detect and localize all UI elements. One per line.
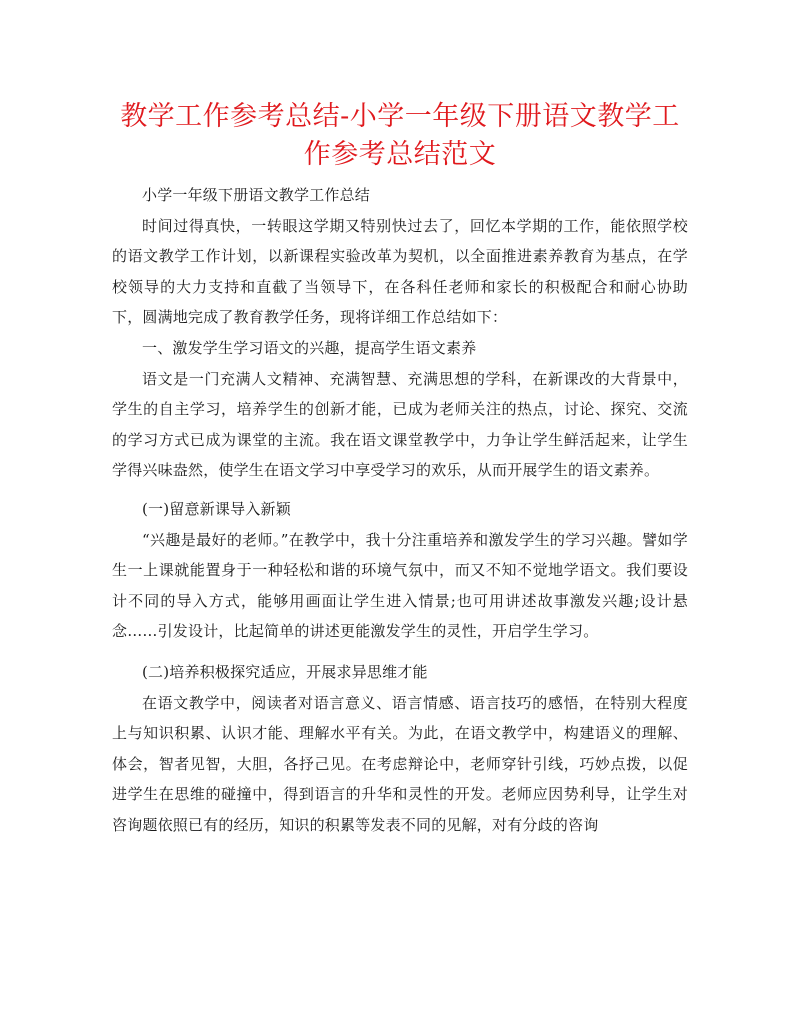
document-subtitle: 小学一年级下册语文教学工作总结: [142, 186, 371, 204]
subsection2-heading: (二)培养积极探究适应，开展求异思维才能: [142, 662, 428, 681]
section1-heading: 一、激发学生学习语文的兴趣，提高学生语文素养: [142, 338, 477, 357]
document-body: [112, 180, 688, 840]
subsection1-paragraph: “兴趣是最好的老师。”在教学中，我十分注重培养和激发学生的学习兴趣。譬如学生一上课就能置身于一种轻松和谐的环境气氛中，而又不知不觉地学语文。我们要设计不同的导入方式，能够用画面让学生进入情景;也可用讲述故事激发兴趣;设计悬念……引发设计，比起简单的讲述更能激发学生的灵性，开启学生学习。: [112, 530, 688, 641]
document-title: 教学工作参考总结-小学一年级下册语文教学工作参考总结范文: [120, 101, 680, 170]
subsection1-heading: (一)留意新课导入新颖: [142, 499, 291, 518]
intro-paragraph: 时间过得真快，一转眼这学期又特别快过去了，回忆本学期的工作，能依照学校的语文教学工作计划，以新课程实验改革为契机，以全面推进素养教育为基点，在学校领导的大力支持和直截了当领导下，在各科任老师和家长的积极配合和耐心协助下，圆满地完成了教育教学任务，现将详细工作总结如下：: [112, 216, 688, 327]
section1-paragraph: 语文是一门充满人文精神、充满智慧、充满思想的学科，在新课改的大背景中，学生的自主学习，培养学生的创新才能，已成为老师关注的热点，讨论、探究、交流的学习方式已成为课堂的主流。我在语文课堂教学中，力争让学生鲜活起来，让学生学得兴味盎然，使学生在语文学习中享受学习的欢乐，从而开展学生的语文素养。: [112, 369, 688, 480]
subsection2-paragraph: 在语文教学中，阅读者对语言意义、语言情感、语言技巧的感悟，在特别大程度上与知识积累、认识才能、理解水平有关。为此，在语文教学中，构建语义的理解、体会，智者见智，大胆，各抒己见。在考虑辩论中，老师穿针引线，巧妙点拨，以促进学生在思维的碰撞中，得到语言的升华和灵性的开发。老师应因势利导，让学生对咨询题依照已有的经历，知识的积累等发表不同的见解，对有分歧的咨询: [112, 693, 688, 834]
